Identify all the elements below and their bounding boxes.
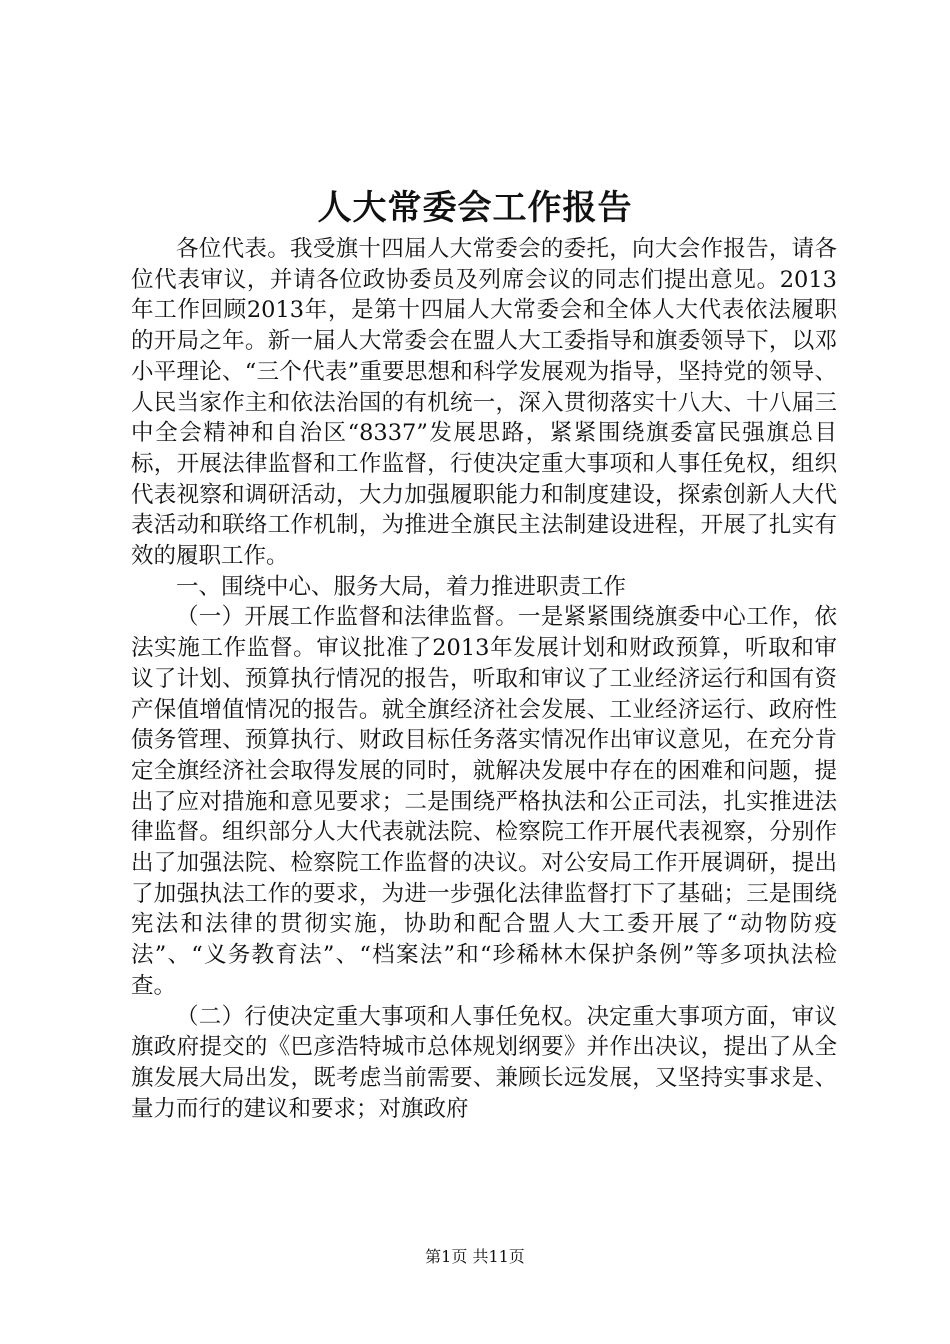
section-heading: 一、围绕中心、服务大局，着力推进职责工作 [176,573,627,600]
paragraph-decision-power: （二）行使决定重大事项和人事任免权。决定重大事项方面，审议旗政府提交的《巴彦浩特城市总体规划纲要》并作出决议，提出了从全旗发展大局出发，既考虑当前需要、兼顾长远发展，又坚持实事求是、量力而行的建议和要求；对旗政府 [131,1003,837,1122]
paragraph-intro: 各位代表。我受旗十四届人大常委会的委托，向大会作报告，请各位代表审议，并请各位政协委员及列席会议的同志们提出意见。2013年工作回顾2013年，是第十四届人大常委会和全体人大代表依法履职的开局之年。新一届人大常委会在盟人大工委指导和旗委领导下，以邓小平理论、“三个代表”重要思想和科学发展观为指导，坚持党的领导、人民当家作主和依法治国的有机统一，深入贯彻落实十八大、十八届三中全会精神和自治区“8337”发展思路，紧紧围绕旗委富民强旗总目标，开展法律监督和工作监督，行使决定重大事项和人事任免权，组织代表视察和调研活动，大力加强履职能力和制度建设，探索创新人大代表活动和联络工作机制，为推进全旗民主法制建设进程，开展了扎实有效的履职工作。 [131,236,837,570]
paragraph-supervision: （一）开展工作监督和法律监督。一是紧紧围绕旗委中心工作，依法实施工作监督。审议批准了2013年发展计划和财政预算，听取和审议了计划、预算执行情况的报告，听取和审议了工业经济运行和国有资产保值增值情况的报告。就全旗经济社会发展、工业经济运行、政府性债务管理、预算执行、财政目标任务落实情况作出审议意见，在充分肯定全旗经济社会取得发展的同时，就解决发展中存在的困难和问题，提出了应对措施和意见要求；二是围绕严格执法和公正司法，扎实推进法律监督。组织部分人大代表就法院、检察院工作开展代表视察，分别作出了加强法院、检察院工作监督的决议。对公安局工作开展调研，提出了加强执法工作的要求，为进一步强化法律监督打下了基础；三是围绕宪法和法律的贯彻实施，协助和配合盟人大工委开展了“动物防疫法”、“义务教育法”、“档案法”和“珍稀林木保护条例”等多项执法检查。 [131,604,837,999]
document-title: 人大常委会工作报告 [317,188,633,228]
document-body [131,234,837,1124]
page-footer: 第1页 共11页 [425,1247,525,1266]
